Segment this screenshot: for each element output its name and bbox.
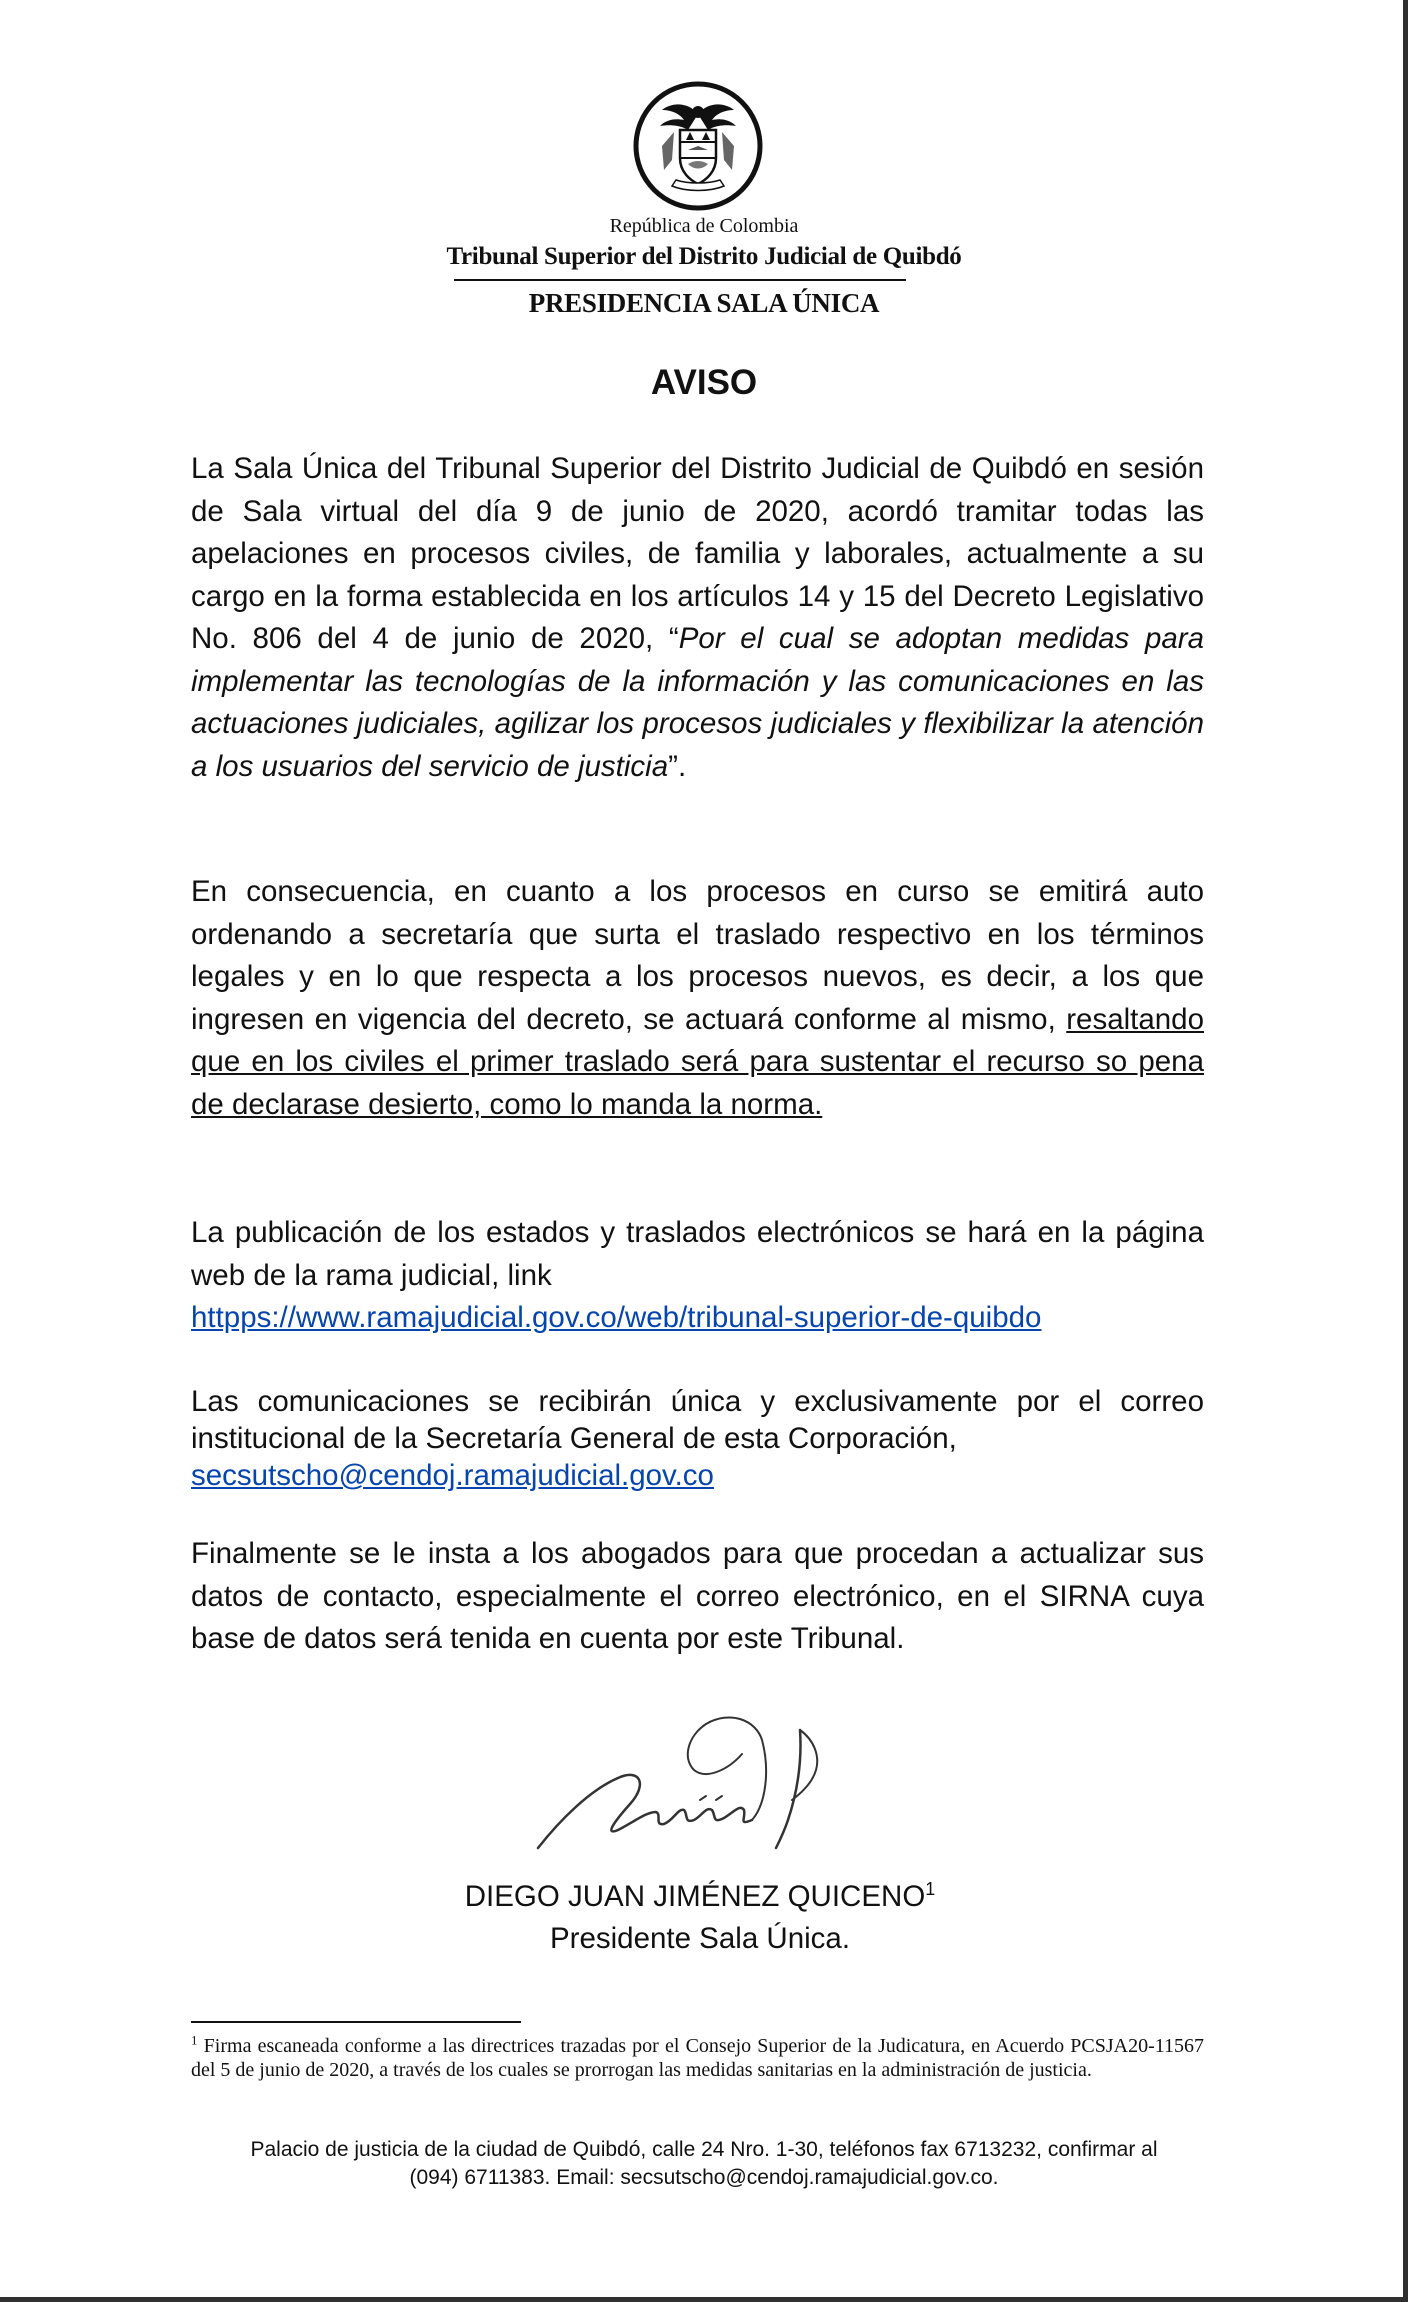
- page-border-right: [1403, 0, 1408, 2302]
- paragraph-2-underlined: resaltando que en los civiles el primer traslado será para sustentar el recurso so pena de declarase desierto, como lo manda la norma.: [191, 1002, 1204, 1121]
- signer-footnote-mark[interactable]: 1: [925, 1879, 936, 1900]
- header-tribunal: Tribunal Superior del Distrito Judicial de Quibdó: [446, 243, 962, 270]
- paragraph-5-text: Finalmente se le insta a los abogados para que procedan a actualizar sus datos de contacto, especialmente el correo electrónico, en el SIRNA cuya base de datos será tenida en cuenta por este Tribunal.: [191, 1537, 1204, 1655]
- paragraph-1-end: ”.: [668, 749, 687, 783]
- footnote-separator: [191, 2021, 521, 2023]
- paragraph-1: [191, 448, 1204, 788]
- page-title: AVISO: [650, 363, 758, 402]
- signer-name-text: DIEGO JUAN JIMÉNEZ QUICENO: [464, 1880, 926, 1913]
- signer-name: [400, 1880, 1000, 1914]
- header-republica: República de Colombia: [609, 215, 799, 237]
- paragraph-5: [191, 1533, 1204, 1661]
- paragraph-1-decree-title: Por el cual se adoptan medidas para implementar las tecnologías de la información y las comunicaciones en las actuaciones judiciales, agilizar los procesos judiciales y flexibilizar la atención a los usuarios del servicio de justicia: [191, 622, 1205, 783]
- handwritten-signature: [530, 1700, 870, 1860]
- secretaria-email-link[interactable]: secsutscho@cendoj.ramajudicial.gov.co: [191, 1459, 714, 1492]
- paragraph-4-text: Las comunicaciones se recibirán única y exclusivamente por el correo institucional de la Secretaría General de esta Corporación,: [191, 1385, 1204, 1455]
- rama-judicial-link[interactable]: httpps://www.ramajudicial.gov.co/web/tribunal-superior-de-quibdo: [191, 1301, 1042, 1334]
- footnote-mark: 1: [191, 2032, 198, 2048]
- header-presidencia: PRESIDENCIA SALA ÚNICA: [528, 288, 880, 318]
- footnote: [191, 2034, 1204, 2082]
- signer-role: Presidente Sala Única.: [549, 1922, 851, 1955]
- colombia-coat-of-arms-seal-icon: [632, 80, 764, 212]
- paragraph-1-text: La Sala Única del Tribunal Superior del Distrito Judicial de Quibdó en sesión de Sala virtual del día 9 de junio de 2020, acordó tramitar todas las apelaciones en procesos civiles, de familia y laborales, actualmente a su cargo en la forma establecida en los artículos 14 y 15 del Decreto Legislativo No. 806 del 4 de junio de 2020, “: [191, 452, 1204, 655]
- paragraph-3-text: La publicación de los estados y traslados electrónicos se hará en la página web de la rama judicial, link: [191, 1216, 1204, 1292]
- page-footer: [150, 2136, 1258, 2192]
- paragraph-4: [191, 1383, 1204, 1494]
- footer-contact: (094) 6711383. Email: secsutscho@cendoj.ramajudicial.gov.co.: [409, 2166, 999, 2189]
- paragraph-2: [191, 871, 1204, 1126]
- header-divider: [454, 279, 906, 281]
- page-border-bottom: [0, 2297, 1408, 2302]
- paragraph-3: [191, 1212, 1204, 1340]
- footer-address: Palacio de justicia de la ciudad de Quibdó, calle 24 Nro. 1-30, teléfonos fax 6713232, confirmar al: [250, 2138, 1158, 2161]
- paragraph-2-text: En consecuencia, en cuanto a los procesos en curso se emitirá auto ordenando a secretaría que surta el traslado respectivo en los términos legales y en lo que respecta a los procesos nuevos, es decir, a los que ingresen en vigencia del decreto, se actuará conforme al mismo,: [191, 875, 1204, 1036]
- footnote-text: Firma escaneada conforme a las directrices trazadas por el Consejo Superior de la Judicatura, en Acuerdo PCSJA20-11567 del 5 de junio de 2020, a través de los cuales se prorrogan las medidas sanitarias en la administración de justicia.: [191, 2035, 1205, 2081]
